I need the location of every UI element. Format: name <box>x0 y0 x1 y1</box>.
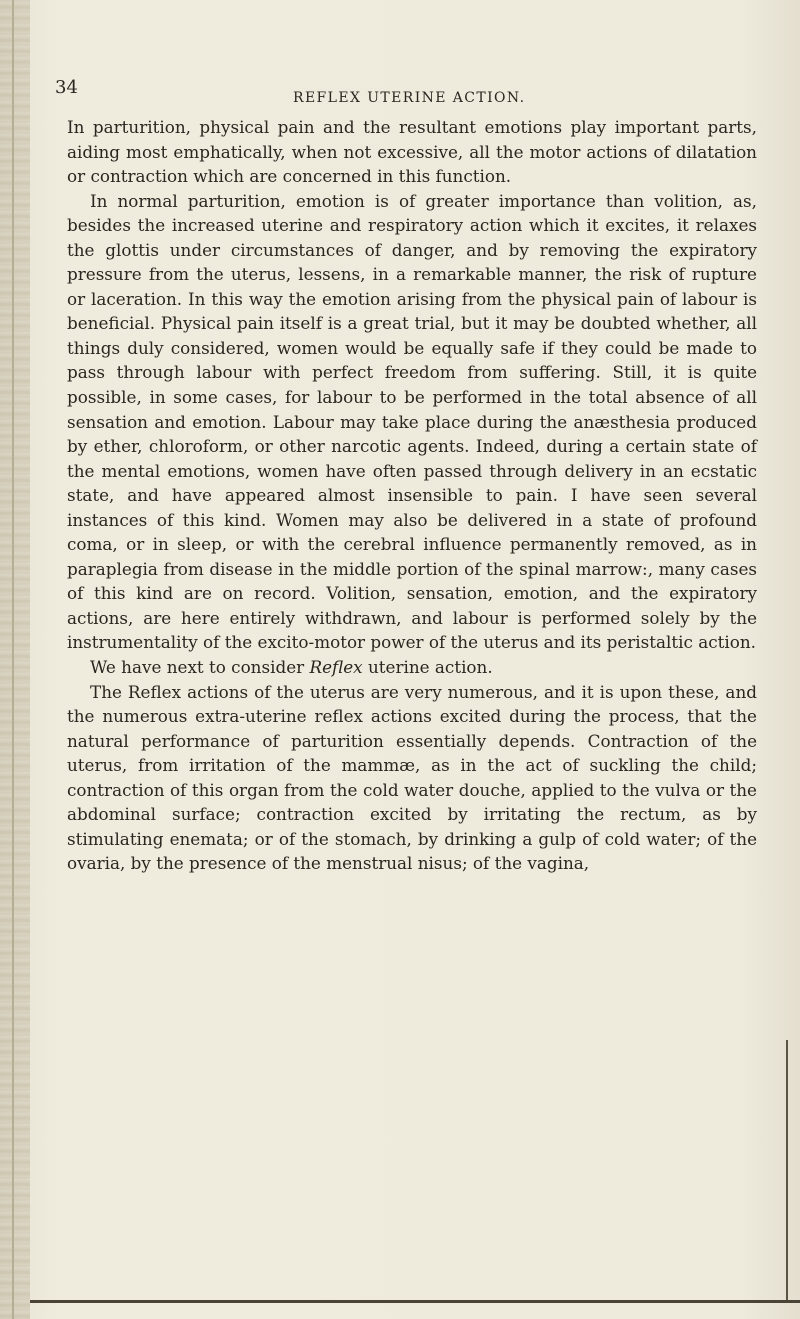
paragraph-3 <box>67 655 757 680</box>
page-number: 34 <box>55 77 78 98</box>
binding-gutter <box>0 0 30 1319</box>
running-head: REFLEX UTERINE ACTION. <box>293 90 526 106</box>
paragraph-3-emphasis: Reflex <box>309 657 363 678</box>
body-text <box>67 115 757 876</box>
page-edge-mark <box>786 1040 788 1302</box>
paragraph-4: The Reflex actions of the uterus are very numerous, and it is upon these, and the numerous extra-uterine reflex actions excited during the process, that the natural performance of parturition essentially depends. Contraction of the uterus, from irritation of the mammæ, as in the act of suckling the child; contraction of this organ from the cold water douche, applied to the vulva or the abdominal surface; contraction excited by irritating the rectum, as by stimulating enemata; or of the stomach, by drinking a gulp of cold water; of the ovaria, by the presence of the menstrual nisus; of the vagina, <box>67 681 757 874</box>
paragraph-2: In normal parturition, emotion is of greater importance than volition, as, besides the increased uterine and respiratory action which it excites, it relaxes the glottis under circumstances of danger, and by removing the expiratory pressure from the uterus, lessens, in a remarkable manner, the risk of rupture or laceration. In this way the emotion arising from the physical pain of labour is beneficial. Physical pain itself is a great trial, but it may be doubted whether, all things duly considered, women would be equally safe if they could be made to pass through labour with perfect freedom from suffering. Still, it is quite possible, in some cases, for labour to be performed in the total absence of all sensation and emotion. Labour may take place during the anæsthesia produced by ether, chloroform, or other narcotic agents. Indeed, during a certain state of the mental emotions, women have often passed through delivery in an ecstatic state, and have appeared almost insensible to pain. I have seen several instances of this kind. Women may also be delivered in a state of profound coma, or in sleep, or with the cerebral influence permanently removed, as in paraplegia from disease in the middle portion of the spinal marrow:, many cases of this kind are on record. Volition, sensation, emotion, and the expiratory actions, are here entirely withdrawn, and labour is performed solely by the instrumentality of the excito-motor power of the uterus and its peristaltic action. <box>67 190 757 653</box>
binding-shadow-line <box>12 0 14 1319</box>
bottom-edge-rule <box>30 1300 800 1303</box>
paragraph-3-tail: uterine action. <box>362 657 493 678</box>
paragraph-1: In parturition, physical pain and the resultant emotions play important parts, aiding most emphatically, when not excessive, all the motor actions of dilatation or contraction which are concerned in this function. <box>67 117 757 187</box>
paragraph-3-lead: We have next to consider <box>90 657 310 678</box>
